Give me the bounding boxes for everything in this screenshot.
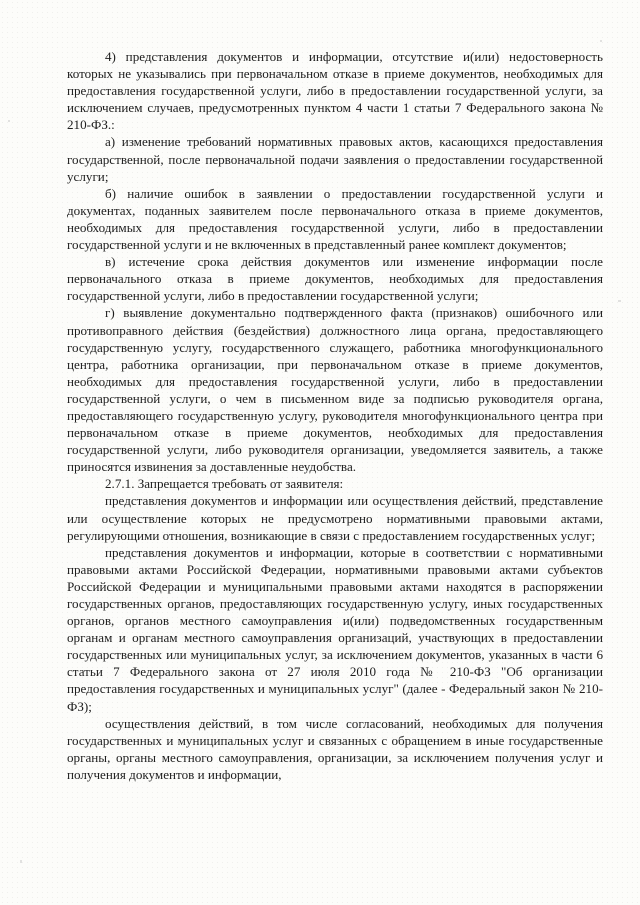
paragraph-prohibition-2: представления документов и информации, которые в соответствии с нормативными правовыми актами Российской Федерации, нормативными правовыми актами субъектов Российской Федерации и муниципальными правовыми актами находятся в распоряжении государственных органов, предоставляющих государственную услугу, иных государственных органов, органов местного самоуправления и(или) подведомственных государственным органам и органам местного самоуправления организаций, участвующих в предоставлении государственных или муниципальных услуг, за исключением документов, указанных в части 6 статьи 7 Федерального закона от 27 июля 2010 года № 210-ФЗ "Об организации предоставления государственных и муниципальных услуг" (далее - Федеральный закон № 210-ФЗ); (67, 544, 603, 714)
paragraph-prohibition-3: осуществления действий, в том числе согласований, необходимых для получения государственных и муниципальных услуг и связанных с обращением в иные государственные органы, органы местного самоуправления, организации, за исключением получения услуг и получения документов и информации, (67, 715, 603, 782)
paragraph-subitem-g: г) выявление документально подтвержденного факта (признаков) ошибочного или противоправного действия (бездействия) должностного лица органа, предоставляющего государственную услугу, государственного служащего, работника многофункционального центра, работника организации, при первоначальном отказе в приеме документов, необходимых для предоставления государственной услуги, либо в предоставлении государственной услуги, о чем в письменном виде за подписью руководителя органа, предоставляющего государственную услугу, руководителя многофункционального центра при первоначальном отказе в приеме документов, необходимых для предоставления государственной услуги, либо руководителя организации, уведомляется заявитель, а также приносятся извинения за доставленные неудобства. (67, 305, 603, 475)
paragraph-prohibition-1: представления документов и информации или осуществления действий, представление или осуществление которых не предусмотрено нормативными правовыми актами, регулирующими отношения, возникающие в связи с предоставлением государственных услуг; (67, 493, 603, 543)
paragraph-item-4: 4) представления документов и информации, отсутствие и(или) недостоверность которых не указывались при первоначальном отказе в приеме документов, необходимых для предоставления государственной услуги, либо в предоставлении государственной услуги, за исключением случаев, предусмотренных пунктом 4 части 1 статьи 7 Федерального закона № 210-ФЗ.: (67, 49, 603, 133)
scan-speck (600, 40, 602, 42)
document-body (67, 48, 603, 783)
scan-speck (8, 120, 10, 122)
paragraph-subitem-b: б) наличие ошибок в заявлении о предоставлении государственной услуги и документах, поданных заявителем после первоначального отказа в приеме документов, необходимых для предоставления государственной услуги, либо в предоставлении государственной услуги и не включенных в представленный ранее комплект документов; (67, 185, 603, 253)
scan-speck (618, 300, 621, 302)
paragraph-subitem-v: в) истечение срока действия документов или изменение информации после первоначального отказа в приеме документов, необходимых для предоставления государственной услуги, либо в предоставлении государственной услуги; (67, 254, 603, 304)
section-heading-2-7-1: 2.7.1. Запрещается требовать от заявителя: (105, 476, 344, 492)
paragraph-subitem-a: а) изменение требований нормативных правовых актов, касающихся предоставления государственной, после первоначальной подачи заявления о предоставлении государственной услуги; (67, 134, 603, 184)
scan-speck (20, 860, 22, 863)
